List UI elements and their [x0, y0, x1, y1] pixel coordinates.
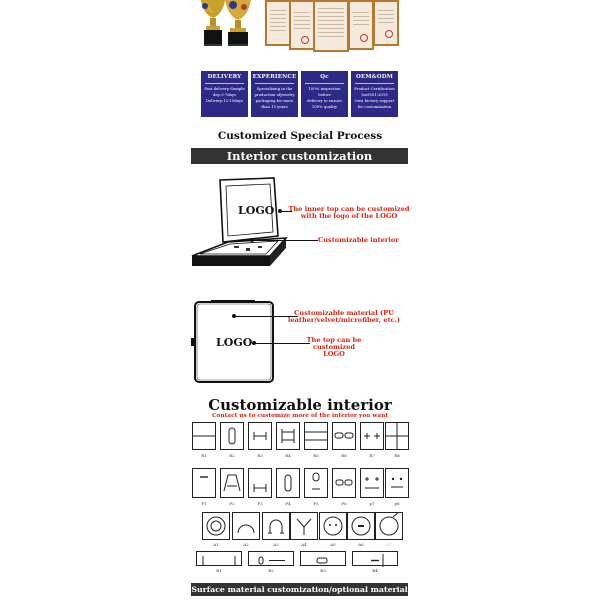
certificate-image-1 [265, 0, 291, 46]
interior-option-label: P1 [201, 501, 207, 506]
info-box-line: Product Certification [354, 86, 395, 91]
box2-callout-top: The top can be customized LOGO [306, 336, 362, 358]
info-box-title: Qc [320, 74, 329, 80]
info-box-line: 100% inspection before [308, 86, 341, 97]
interior-option-r7[interactable] [360, 422, 384, 450]
interior-option-p2[interactable] [220, 468, 244, 498]
certificate-image-3 [313, 0, 349, 52]
interior-option-label: A2 [243, 542, 249, 547]
interior-option-label: A5 [330, 542, 336, 547]
interior-option-r2[interactable] [220, 422, 244, 450]
info-box-line: Own factory support [354, 98, 395, 103]
box2-callout-material: Customizable material (PU leather/velvet/microfiber, etc.) [287, 309, 401, 324]
interior-customization-bar: Interior customization [191, 148, 408, 164]
info-box-line: Delivery:12-15days [205, 98, 244, 103]
info-box-experience [251, 71, 298, 117]
info-box-line: Fast delivery:Sample [204, 86, 245, 91]
interior-option-a5[interactable] [319, 512, 347, 540]
info-box-oem [351, 71, 398, 117]
interior-option-label: P5 [313, 501, 319, 506]
interior-option-b3[interactable] [300, 551, 346, 566]
box2-logo-text: LOGO [216, 336, 253, 349]
interior-option-label: p7 [369, 501, 375, 506]
interior-option-label: A4 [301, 542, 307, 547]
interior-option-label: B2 [268, 568, 274, 573]
info-box-line: production ofjewelry [254, 92, 295, 97]
interior-option-b2[interactable] [248, 551, 294, 566]
interior-option-p8[interactable] [385, 468, 409, 498]
interior-option-label: B4 [372, 568, 378, 573]
process-title: Customized Special Process [217, 130, 383, 142]
customizable-interior-subtitle: Contact us to customize more of the interior you want [211, 413, 389, 419]
interior-option-label: R3 [257, 453, 263, 458]
surface-material-bar: Surface material customization/optional material [191, 585, 408, 594]
info-box-line: 100% quality [311, 104, 338, 109]
certificate-image-4 [348, 0, 374, 50]
interior-option-a7[interactable] [375, 512, 403, 540]
interior-option-p1[interactable] [192, 468, 216, 498]
info-box-line: Specializing in the [256, 86, 293, 91]
info-box-line: than 15 years [261, 104, 288, 109]
interior-option-label: P4 [285, 501, 291, 506]
interior-option-label: P2 [229, 501, 235, 506]
interior-option-label: B1 [216, 568, 222, 573]
interior-option-label: R5 [313, 453, 319, 458]
interior-option-label: A6 [358, 542, 364, 547]
info-box-title: EXPERIENCE [252, 74, 297, 80]
interior-option-r3[interactable] [248, 422, 272, 450]
info-box-line: Iso9001:2019 [361, 92, 388, 97]
interior-option-label: A7 [386, 542, 392, 547]
open-box-illustration [190, 176, 290, 272]
interior-option-a4[interactable] [290, 512, 318, 540]
interior-option-label: A1 [213, 542, 219, 547]
info-box-line: packaging for more [255, 98, 294, 103]
interior-option-r6[interactable] [332, 422, 356, 450]
interior-option-label: P3 [257, 501, 263, 506]
interior-option-r1[interactable] [192, 422, 216, 450]
interior-option-b1[interactable] [196, 551, 242, 566]
interior-option-r5[interactable] [304, 422, 328, 450]
product-detail-page [190, 0, 410, 600]
info-box-title: OEM&ODM [355, 74, 394, 80]
interior-option-label: A3 [273, 542, 279, 547]
interior-option-p3[interactable] [248, 468, 272, 498]
interior-option-a2[interactable] [232, 512, 260, 540]
info-box-line: day:3-7days [212, 92, 237, 97]
info-box-line: for customization [357, 104, 392, 109]
interior-option-label: R6 [341, 453, 347, 458]
interior-option-label: P6 [341, 501, 347, 506]
info-box-qc [301, 71, 348, 117]
interior-option-a1[interactable] [202, 512, 230, 540]
box1-callout-top: The inner top can be customized with the logo of the LOGO [288, 205, 410, 220]
interior-option-a6[interactable] [347, 512, 375, 540]
interior-option-b4[interactable] [352, 551, 398, 566]
certificate-image-5 [373, 0, 399, 46]
certificate-image-2 [289, 0, 315, 50]
box1-callout-interior: Customizable interior [318, 236, 399, 244]
interior-option-label: p8 [394, 501, 400, 506]
trophy-image-right [223, 0, 253, 46]
box1-logo-text: LOGO [238, 204, 275, 217]
interior-option-label: R2 [229, 453, 235, 458]
interior-option-p5[interactable] [304, 468, 328, 498]
interior-option-label: R8 [394, 453, 400, 458]
interior-option-a3[interactable] [262, 512, 290, 540]
info-box-delivery [201, 71, 248, 117]
interior-option-r8[interactable] [385, 422, 409, 450]
customizable-interior-title: Customizable interior [208, 396, 392, 414]
interior-option-p6[interactable] [332, 468, 356, 498]
interior-option-r4[interactable] [276, 422, 300, 450]
interior-option-label: R7 [369, 453, 375, 458]
callout-line [252, 240, 318, 241]
interior-option-label: B3 [320, 568, 326, 573]
info-box-line: delivery to ensure [307, 98, 342, 103]
interior-option-p4[interactable] [276, 468, 300, 498]
info-box-title: DELIVERY [207, 74, 242, 80]
interior-option-p7[interactable] [360, 468, 384, 498]
interior-option-label: R1 [201, 453, 207, 458]
interior-option-label: R4 [285, 453, 291, 458]
